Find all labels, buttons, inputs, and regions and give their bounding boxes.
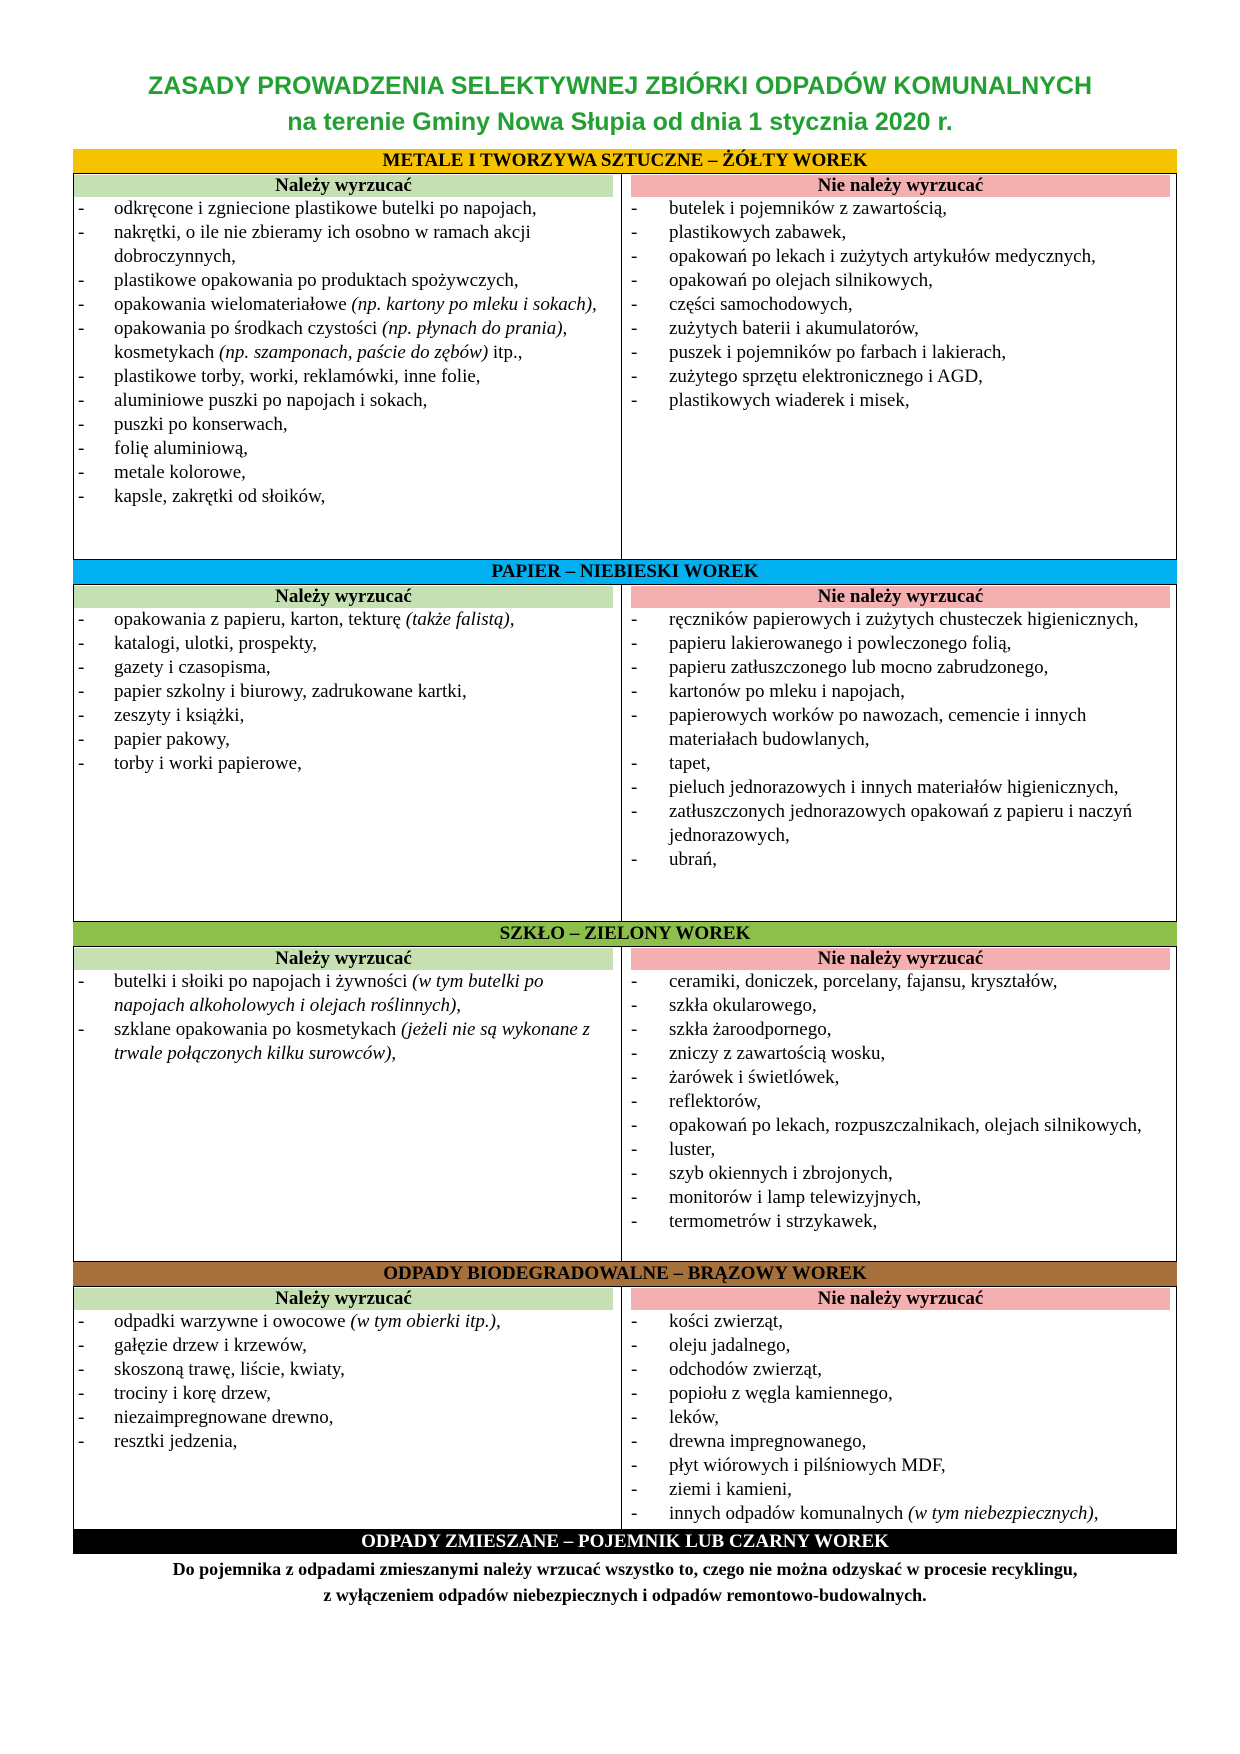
list-item: - szkła żaroodpornego, — [622, 1018, 1170, 1042]
list-item: - butelek i pojemników z zawartością, — [622, 197, 1170, 221]
forbidden-column — [622, 1287, 1176, 1529]
allowed-list — [74, 970, 621, 1066]
allowed-header: Należy wyrzucać — [74, 175, 613, 197]
list-item: - monitorów i lamp telewizyjnych, — [622, 1186, 1170, 1210]
allowed-column — [74, 1287, 622, 1529]
forbidden-column — [622, 947, 1176, 1261]
list-item: - kartonów po mleku i napojach, — [622, 680, 1170, 704]
allowed-header: Należy wyrzucać — [74, 1288, 613, 1310]
section-box-glass — [73, 946, 1177, 1262]
forbidden-list — [622, 1310, 1176, 1526]
list-item: - szklane opakowania po kosmetykach (jeżeli nie są wykonane z trwale połączonych kilku surowców), — [74, 1018, 615, 1066]
section-box-biodegradable — [73, 1286, 1177, 1530]
page-title: ZASADY PROWADZENIA SELEKTYWNEJ ZBIÓRKI ODPADÓW KOMUNALNYCH — [148, 72, 1092, 100]
list-item: - kości zwierząt, — [622, 1310, 1170, 1334]
section-box-paper — [73, 584, 1177, 922]
list-item: - zatłuszczonych jednorazowych opakowań z papieru i naczyń jednorazowych, — [622, 800, 1170, 848]
list-item: - tapet, — [622, 752, 1170, 776]
list-item: - aluminiowe puszki po napojach i sokach, — [74, 389, 615, 413]
forbidden-column — [622, 174, 1176, 559]
section-heading-metals-plastics: METALE I TWORZYWA SZTUCZNE – ŻÓŁTY WOREK — [73, 149, 1177, 173]
page-subtitle: na terenie Gminy Nowa Słupia od dnia 1 stycznia 2020 r. — [287, 108, 953, 136]
forbidden-header: Nie należy wyrzucać — [631, 948, 1170, 970]
allowed-header: Należy wyrzucać — [74, 948, 613, 970]
list-item: - metale kolorowe, — [74, 461, 615, 485]
list-item: - opakowań po olejach silnikowych, — [622, 269, 1170, 293]
forbidden-header: Nie należy wyrzucać — [631, 175, 1170, 197]
list-item: - kapsle, zakrętki od słoików, — [74, 485, 615, 509]
list-item: - zniczy z zawartością wosku, — [622, 1042, 1170, 1066]
list-item: - reflektorów, — [622, 1090, 1170, 1114]
forbidden-list — [622, 970, 1176, 1234]
forbidden-header: Nie należy wyrzucać — [631, 1288, 1170, 1310]
list-item: - popiołu z węgla kamiennego, — [622, 1382, 1170, 1406]
list-item: - szyb okiennych i zbrojonych, — [622, 1162, 1170, 1186]
allowed-list — [74, 1310, 621, 1454]
list-item: - butelki i słoiki po napojach i żywności (w tym butelki po napojach alkoholowych i olejach roślinnych), — [74, 970, 615, 1018]
list-item: - ceramiki, doniczek, porcelany, fajansu, kryształów, — [622, 970, 1170, 994]
list-item: - zużytych baterii i akumulatorów, — [622, 317, 1170, 341]
list-item: - plastikowe opakowania po produktach spożywczych, — [74, 269, 615, 293]
list-item: - szkła okularowego, — [622, 994, 1170, 1018]
mixed-waste-line-1: Do pojemnika z odpadami zmieszanymi należy wrzucać wszystko to, czego nie można odzyskać w procesie recyklingu, — [172, 1559, 1078, 1579]
list-item: - nakrętki, o ile nie zbieramy ich osobno w ramach akcji dobroczynnych, — [74, 221, 615, 269]
list-item: - trociny i korę drzew, — [74, 1382, 615, 1406]
list-item: - ubrań, — [622, 848, 1170, 872]
allowed-header: Należy wyrzucać — [74, 586, 613, 608]
list-item: - odchodów zwierząt, — [622, 1358, 1170, 1382]
list-item: - papieru lakierowanego i powleczonego folią, — [622, 632, 1170, 656]
list-item: - opakowań po lekach i zużytych artykułów medycznych, — [622, 245, 1170, 269]
allowed-list — [74, 608, 621, 776]
list-item: - opakowań po lekach, rozpuszczalnikach, olejach silnikowych, — [622, 1114, 1170, 1138]
list-item: - części samochodowych, — [622, 293, 1170, 317]
list-item: - ziemi i kamieni, — [622, 1478, 1170, 1502]
list-item: - niezaimpregnowane drewno, — [74, 1406, 615, 1430]
list-item: - katalogi, ulotki, prospekty, — [74, 632, 615, 656]
list-item: - papier szkolny i biurowy, zadrukowane kartki, — [74, 680, 615, 704]
list-item: - gałęzie drzew i krzewów, — [74, 1334, 615, 1358]
list-item: - puszek i pojemników po farbach i lakierach, — [622, 341, 1170, 365]
list-item: - pieluch jednorazowych i innych materiałów higienicznych, — [622, 776, 1170, 800]
list-item: - ręczników papierowych i zużytych chusteczek higienicznych, — [622, 608, 1170, 632]
list-item: - gazety i czasopisma, — [74, 656, 615, 680]
list-item: - plastikowych zabawek, — [622, 221, 1170, 245]
allowed-column — [74, 947, 622, 1261]
forbidden-list — [622, 197, 1176, 413]
list-item: - odpadki warzywne i owocowe (w tym obierki itp.), — [74, 1310, 615, 1334]
list-item: - drewna impregnowanego, — [622, 1430, 1170, 1454]
forbidden-column — [622, 585, 1176, 921]
section-heading-biodegradable: ODPADY BIODEGRADOWALNE – BRĄZOWY WOREK — [73, 1262, 1177, 1286]
allowed-column — [74, 174, 622, 559]
list-item: - odkręcone i zgniecione plastikowe butelki po napojach, — [74, 197, 615, 221]
section-heading-glass: SZKŁO – ZIELONY WOREK — [73, 922, 1177, 946]
list-item: - opakowania z papieru, karton, tekturę (także falistą), — [74, 608, 615, 632]
list-item: - puszki po konserwach, — [74, 413, 615, 437]
list-item: - opakowania wielomateriałowe (np. kartony po mleku i sokach), — [74, 293, 615, 317]
list-item: - torby i worki papierowe, — [74, 752, 615, 776]
list-item: - leków, — [622, 1406, 1170, 1430]
list-item: - papier pakowy, — [74, 728, 615, 752]
list-item: - opakowania po środkach czystości (np. płynach do prania), kosmetykach (np. szamponach, paście do zębów) itp., — [74, 317, 615, 365]
allowed-column — [74, 585, 622, 921]
list-item: - plastikowe torby, worki, reklamówki, inne folie, — [74, 365, 615, 389]
section-heading-mixed: ODPADY ZMIESZANE – POJEMNIK LUB CZARNY WOREK — [73, 1530, 1177, 1554]
mixed-waste-description — [73, 1556, 1177, 1608]
list-item: - papieru zatłuszczonego lub mocno zabrudzonego, — [622, 656, 1170, 680]
allowed-list — [74, 197, 621, 509]
list-item: - innych odpadów komunalnych (w tym niebezpiecznych), — [622, 1502, 1170, 1526]
list-item: - płyt wiórowych i pilśniowych MDF, — [622, 1454, 1170, 1478]
list-item: - oleju jadalnego, — [622, 1334, 1170, 1358]
list-item: - skoszoną trawę, liście, kwiaty, — [74, 1358, 615, 1382]
list-item: - papierowych worków po nawozach, cemencie i innych materiałach budowlanych, — [622, 704, 1170, 752]
forbidden-header: Nie należy wyrzucać — [631, 586, 1170, 608]
section-box-metals-plastics — [73, 173, 1177, 560]
section-heading-paper: PAPIER – NIEBIESKI WOREK — [73, 560, 1177, 584]
forbidden-list — [622, 608, 1176, 872]
list-item: - plastikowych wiaderek i misek, — [622, 389, 1170, 413]
list-item: - termometrów i strzykawek, — [622, 1210, 1170, 1234]
mixed-waste-line-2: z wyłączeniem odpadów niebezpiecznych i odpadów remontowo-budowalnych. — [323, 1585, 927, 1605]
list-item: - zużytego sprzętu elektronicznego i AGD, — [622, 365, 1170, 389]
list-item: - żarówek i świetlówek, — [622, 1066, 1170, 1090]
list-item: - luster, — [622, 1138, 1170, 1162]
list-item: - folię aluminiową, — [74, 437, 615, 461]
list-item: - resztki jedzenia, — [74, 1430, 615, 1454]
list-item: - zeszyty i książki, — [74, 704, 615, 728]
